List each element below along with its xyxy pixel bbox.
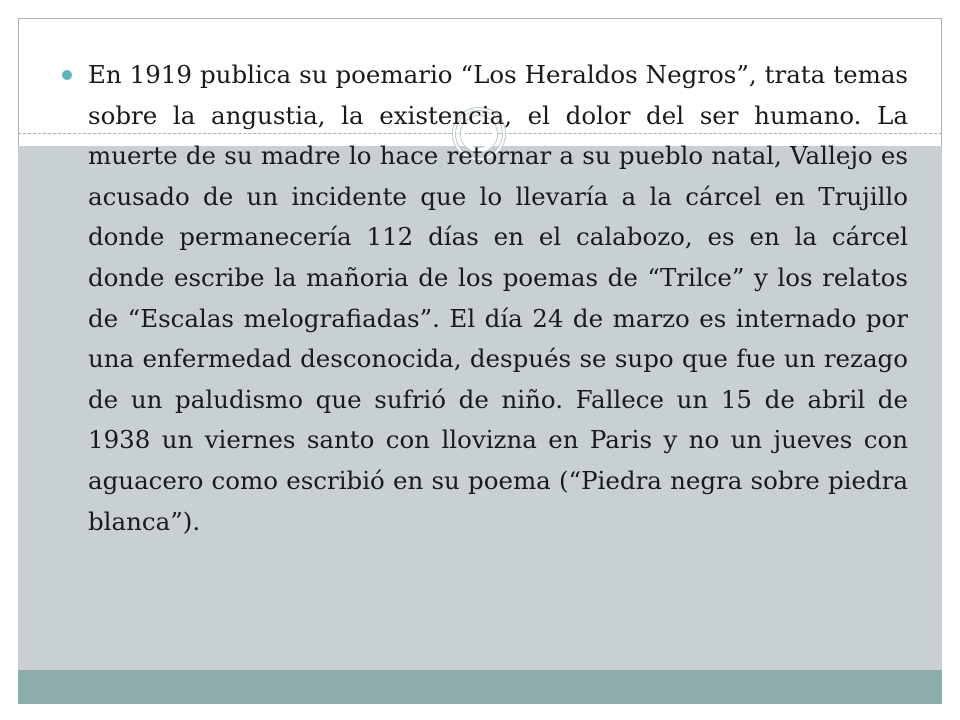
footer-band: [18, 670, 942, 704]
slide-content: [62, 55, 910, 645]
body-paragraph: En 1919 publica su poemario “Los Heraldos Negros”, trata temas sobre la angustia, la existencia, el dolor del ser humano. La muerte de su madre lo hace retornar a su pueblo natal, Vallejo es acusado de un incidente que lo llevaría a la cárcel en Trujillo donde permanecería 112 días en el calabozo, es en la cárcel donde escribe la mañoria de los poemas de “Trilce” y los relatos de “Escalas melografiadas”. El día 24 de marzo es internado por una enfermedad desconocida, después se supo que fue un rezago de un paludismo que sufrió de niño. Fallece un 15 de abril de 1938 un viernes santo con llovizna en Paris y no un jueves con aguacero como escribió en su poema (“Piedra negra sobre piedra blanca”).: [88, 60, 908, 536]
bullet-icon: [62, 70, 72, 80]
